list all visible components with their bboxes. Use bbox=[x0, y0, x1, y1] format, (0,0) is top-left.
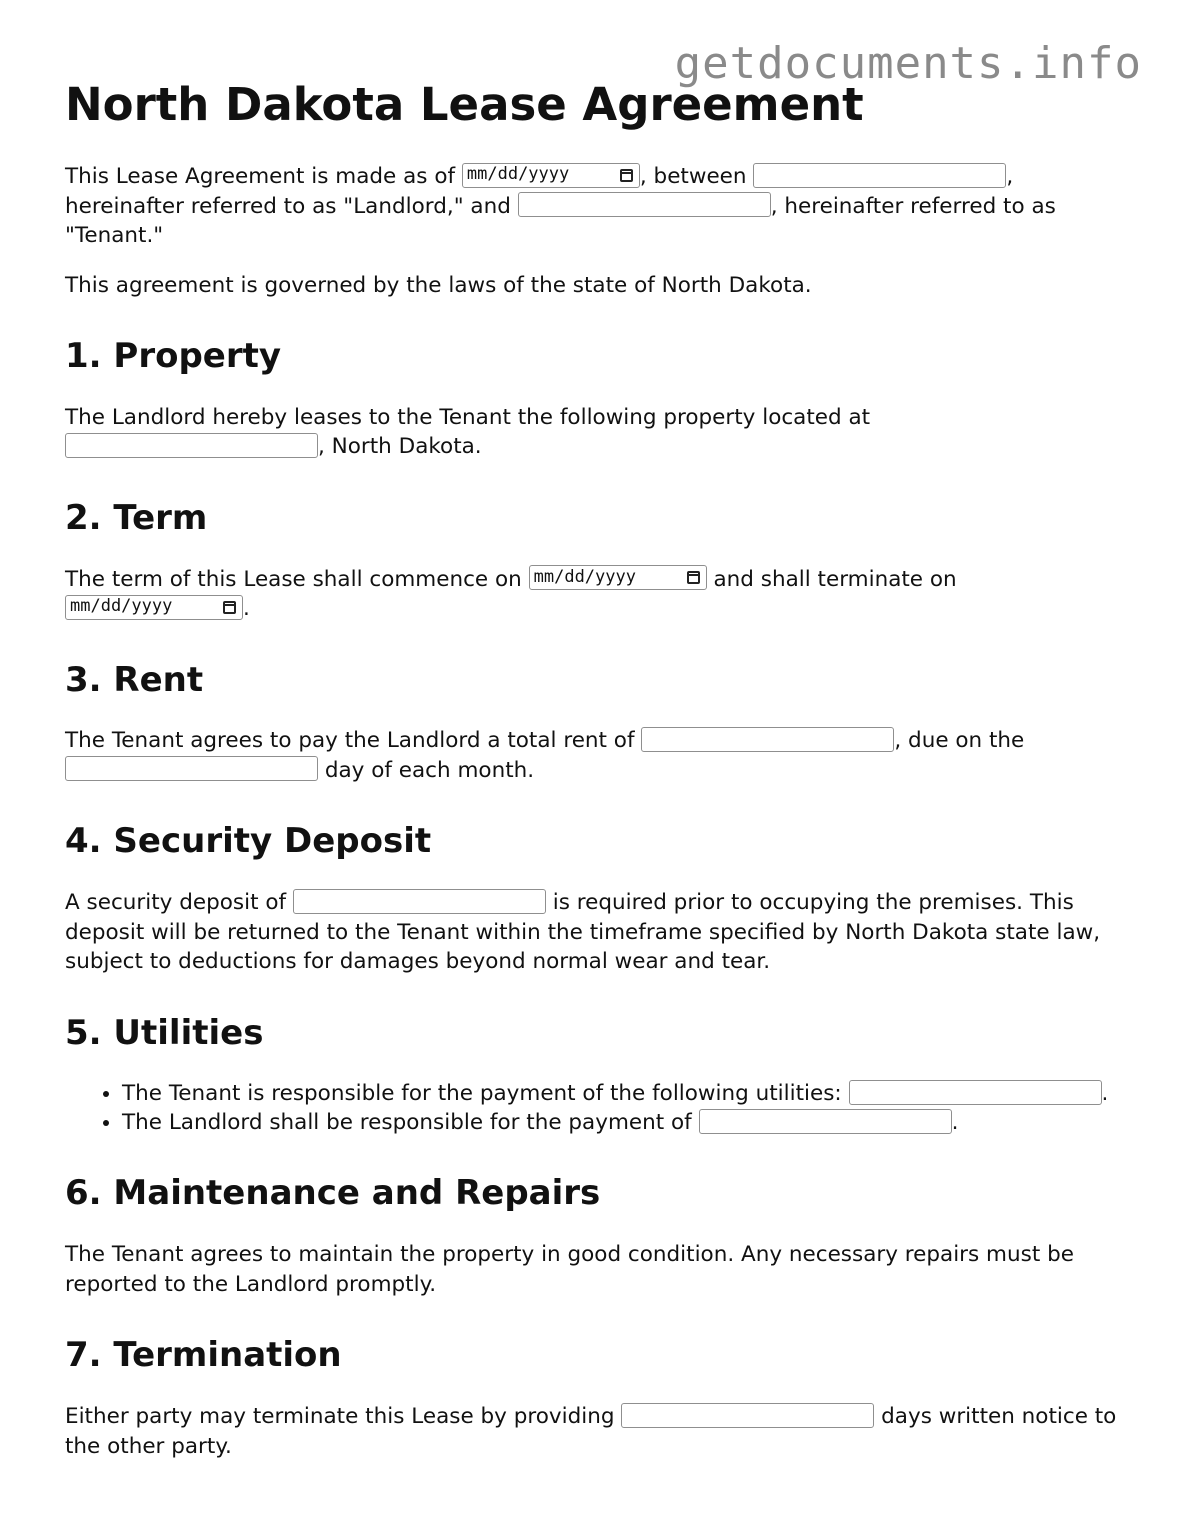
rent-text-1: The Tenant agrees to pay the Landlord a total rent of bbox=[65, 728, 635, 754]
rent-amount-input[interactable] bbox=[641, 727, 894, 752]
utilities-tenant-text: The Tenant is responsible for the payment of the following utilities: bbox=[122, 1081, 842, 1107]
deposit-heading: 4. Security Deposit bbox=[65, 821, 432, 862]
tenant-utilities-input[interactable] bbox=[849, 1080, 1102, 1105]
utilities-heading: 5. Utilities bbox=[65, 1012, 264, 1053]
intro-text-4: hereinafter referred to as "Landlord," and bbox=[65, 193, 511, 219]
term-paragraph bbox=[65, 565, 1125, 624]
term-heading: 2. Term bbox=[65, 497, 208, 538]
maintenance-heading: 6. Maintenance and Repairs bbox=[65, 1173, 601, 1214]
property-paragraph bbox=[65, 403, 1125, 462]
landlord-utilities-input[interactable] bbox=[699, 1109, 952, 1134]
intro-text-5: , hereinafter referred to as "Tenant." bbox=[65, 193, 1056, 248]
rent-text-2: , due on the bbox=[894, 728, 1025, 754]
notice-days-input[interactable] bbox=[621, 1403, 874, 1428]
date-placeholder: mm/dd/yyyy bbox=[70, 596, 173, 617]
deposit-text-1: A security deposit of bbox=[65, 890, 287, 916]
date-placeholder: mm/dd/yyyy bbox=[466, 164, 570, 185]
landlord-name-input[interactable] bbox=[753, 163, 1006, 188]
deposit-paragraph bbox=[65, 888, 1125, 977]
intro-text-2: , between bbox=[639, 164, 747, 189]
term-text-2: and shall terminate on bbox=[713, 566, 957, 592]
calendar-icon[interactable] bbox=[223, 601, 236, 614]
list-item bbox=[122, 1108, 1125, 1137]
utilities-landlord-text: The Landlord shall be responsible for the payment of bbox=[122, 1110, 692, 1136]
watermark: getdocuments.info bbox=[674, 38, 1142, 89]
property-heading: 1. Property bbox=[65, 336, 282, 376]
end-date-input[interactable] bbox=[65, 595, 243, 620]
rent-paragraph bbox=[65, 726, 1125, 785]
intro-text-1: This Lease Agreement is made as of bbox=[65, 164, 456, 189]
utilities-landlord-end: . bbox=[951, 1110, 959, 1136]
property-text-2: , North Dakota. bbox=[318, 434, 482, 460]
utilities-list bbox=[65, 1079, 1125, 1137]
deposit-amount-input[interactable] bbox=[293, 889, 546, 914]
termination-text-1: Either party may terminate this Lease by providing bbox=[65, 1404, 615, 1430]
calendar-icon[interactable] bbox=[620, 169, 633, 182]
document bbox=[65, 78, 1125, 1481]
termination-heading: 7. Termination bbox=[65, 1335, 342, 1376]
date-placeholder: mm/dd/yyyy bbox=[533, 566, 636, 587]
agreement-date-input[interactable] bbox=[462, 163, 640, 188]
term-text-1: The term of this Lease shall commence on bbox=[65, 566, 522, 592]
property-address-input[interactable] bbox=[65, 433, 318, 458]
rent-due-day-input[interactable] bbox=[65, 756, 318, 781]
termination-paragraph bbox=[65, 1402, 1125, 1461]
tenant-name-input[interactable] bbox=[518, 192, 771, 217]
start-date-input[interactable] bbox=[529, 565, 707, 590]
intro-text-3: , bbox=[1006, 164, 1014, 189]
calendar-icon[interactable] bbox=[687, 571, 700, 584]
rent-text-3: day of each month. bbox=[324, 757, 535, 783]
maintenance-text: The Tenant agrees to maintain the property in good condition. Any necessary repairs must be reported to the Landlord promptly. bbox=[65, 1242, 1074, 1297]
deposit-text-2: is required prior to occupying the premises. This deposit will be returned to the Tenant within the timeframe specified by North Dakota state law, subject to deductions for damages beyond normal wear and tear. bbox=[65, 890, 1101, 975]
list-item bbox=[122, 1079, 1125, 1108]
governing-law-text: This agreement is governed by the laws of the state of North Dakota. bbox=[65, 272, 812, 298]
term-text-3: . bbox=[243, 596, 250, 622]
utilities-tenant-end: . bbox=[1101, 1081, 1109, 1107]
rent-heading: 3. Rent bbox=[65, 659, 204, 700]
property-text-1: The Landlord hereby leases to the Tenant the following property located at bbox=[65, 404, 871, 430]
termination-text-2: days written notice to the other party. bbox=[65, 1404, 1117, 1459]
intro-paragraph bbox=[65, 162, 1125, 251]
page-title: North Dakota Lease Agreement bbox=[65, 78, 864, 131]
